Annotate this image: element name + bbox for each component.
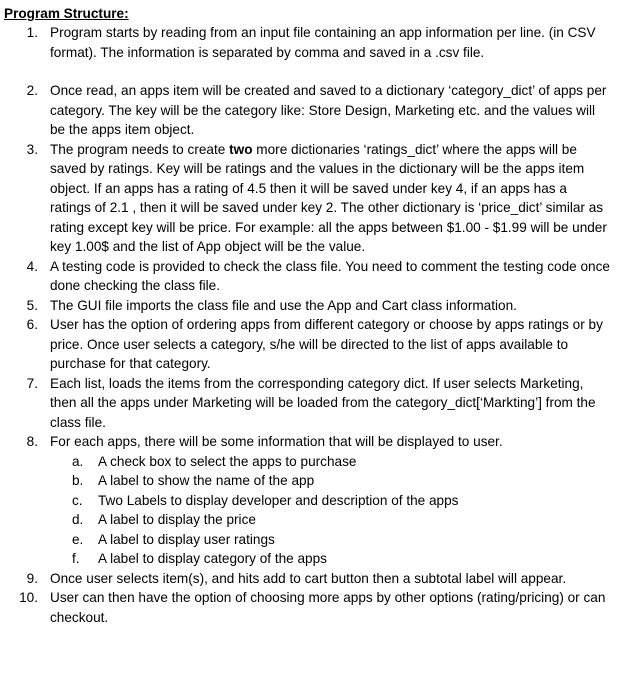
item-text: Program starts by reading from an input file containing an app information per line. (in CSV format). The information is separated by comma and saved in a .csv file. bbox=[50, 25, 596, 60]
sub-list-item bbox=[50, 530, 610, 550]
sub-item-text: A label to show the name of the app bbox=[98, 473, 315, 488]
list-item bbox=[4, 569, 610, 589]
item-number: 1. bbox=[26, 25, 38, 40]
sub-item-text: Two Labels to display developer and description of the apps bbox=[98, 492, 459, 508]
sub-item-letter: a. bbox=[72, 453, 84, 469]
sub-item-text: A label to display the price bbox=[98, 512, 256, 527]
list-item bbox=[4, 374, 610, 433]
sub-item-text: A label to display category of the apps bbox=[98, 551, 327, 566]
sub-item-letter: d. bbox=[72, 512, 84, 527]
item-number: 7. bbox=[26, 375, 38, 391]
item-text-before: The program needs to create bbox=[50, 141, 230, 157]
sub-list-item bbox=[50, 491, 610, 511]
sub-list-item bbox=[50, 510, 610, 530]
item-number: 3. bbox=[26, 141, 38, 157]
list-item bbox=[4, 81, 610, 140]
item-number: 4. bbox=[26, 258, 38, 274]
list-item bbox=[4, 296, 610, 316]
requirements-list bbox=[4, 23, 610, 627]
list-item bbox=[4, 257, 610, 296]
sub-list bbox=[50, 452, 610, 569]
item-text: User can then have the option of choosing more apps by other options (rating/pricing) or can checkout. bbox=[50, 590, 606, 625]
sub-item-text: A check box to select the apps to purchase bbox=[98, 453, 357, 469]
sub-item-letter: b. bbox=[72, 473, 84, 488]
list-item bbox=[4, 23, 610, 62]
section-heading: Program Structure: bbox=[4, 6, 129, 21]
sub-item-letter: c. bbox=[72, 492, 83, 508]
sub-item-letter: f. bbox=[72, 551, 80, 566]
item-bold-text: two bbox=[229, 141, 253, 157]
sub-item-text: A label to display user ratings bbox=[98, 531, 275, 547]
item-text: Each list, loads the items from the corresponding category dict. If user selects Marketing, then all the apps under Marketing will be loaded from the category_dict[‘Markting’] from the class file. bbox=[50, 375, 596, 430]
item-number: 9. bbox=[26, 570, 38, 586]
list-item bbox=[4, 315, 610, 374]
sub-item-letter: e. bbox=[72, 531, 84, 547]
item-number: 10. bbox=[19, 590, 38, 605]
sub-list-item bbox=[50, 549, 610, 569]
item-text: For each apps, there will be some information that will be displayed to user. bbox=[50, 434, 503, 449]
item-text: User has the option of ordering apps from different category or choose by apps ratings or by price. Once user selects a category, s/he will be directed to the list of apps available to purchase for that category. bbox=[50, 317, 603, 371]
item-number: 2. bbox=[26, 83, 38, 98]
item-text-after: more dictionaries ‘ratings_dict’ where the apps will be saved by ratings. Key will be ratings and the values in the dictionary will be the apps item object. If an apps has a rating of 4.5 then it will be saved under key 4, if an apps has a ratings of 2.1 , then it will be saved under key 2. The other dictionary is ‘price_dict’ similar as rating except key will be price. For example: all the apps between $1.00 - $1.99 will be under key 1.00$ and the list of App object will be the value. bbox=[50, 141, 607, 254]
list-item bbox=[4, 140, 610, 257]
sub-list-item bbox=[50, 452, 610, 472]
item-text bbox=[50, 142, 607, 255]
item-text: A testing code is provided to check the class file. You need to comment the testing code once done checking the class file. bbox=[50, 258, 610, 293]
item-number: 5. bbox=[26, 297, 38, 313]
list-item bbox=[4, 432, 610, 569]
item-number: 6. bbox=[26, 317, 38, 332]
list-item bbox=[4, 588, 610, 627]
sub-list-item bbox=[50, 471, 610, 491]
item-text: Once read, an apps item will be created and saved to a dictionary ‘category_dict’ of apps per category. The key will be the category like: Store Design, Marketing etc. and the values will be the apps item object. bbox=[50, 83, 607, 137]
item-number: 8. bbox=[26, 434, 38, 449]
item-text: Once user selects item(s), and hits add to cart button then a subtotal label will appear. bbox=[50, 570, 567, 586]
item-text: The GUI file imports the class file and use the App and Cart class information. bbox=[50, 297, 517, 313]
